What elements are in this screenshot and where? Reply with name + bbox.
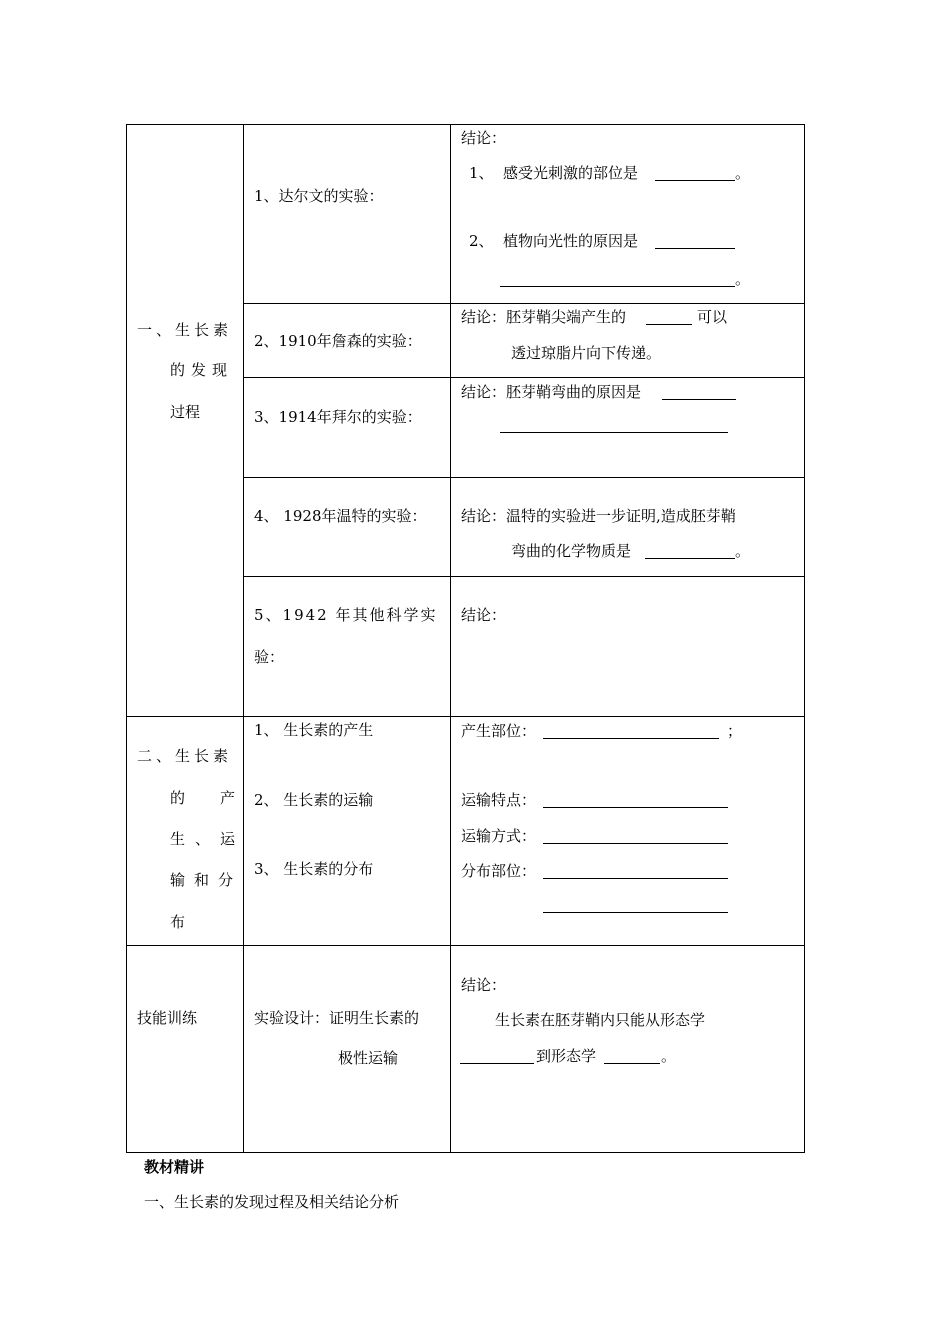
conclusion-item-end: 。 <box>735 270 751 288</box>
section-divider <box>126 945 805 946</box>
section2-title-char: 生 <box>170 830 186 848</box>
list-item: 2、 生长素的运输 <box>254 791 374 809</box>
experiment-other-cont: 验： <box>254 648 285 666</box>
section-heading: 教材精讲 <box>144 1158 205 1176</box>
fill-in-blank[interactable] <box>460 1063 534 1064</box>
conclusion-item-number: 1、 <box>469 164 494 182</box>
fill-in-blank[interactable] <box>645 558 735 559</box>
conclusion-item-text: 感受光刺激的部位是 <box>503 164 639 182</box>
conclusion-line: 透过琼脂片向下传递。 <box>511 344 662 362</box>
section1-title-line1: 一、生长素 <box>137 321 233 339</box>
conclusion-line-end: 可以 <box>697 308 728 326</box>
field-label-distribution: 分布部位： <box>461 862 537 880</box>
row-divider <box>243 477 805 478</box>
fill-in-blank[interactable] <box>662 399 736 400</box>
conclusion-line-end: 。 <box>661 1047 677 1065</box>
field-label-transport-feature: 运输特点： <box>461 791 537 809</box>
design-text-cont: 极性运输 <box>338 1049 399 1067</box>
conclusion-item-end: 。 <box>735 164 751 182</box>
table-border-right <box>804 124 805 1153</box>
conclusion-line: 结论：胚芽鞘弯曲的原因是 <box>461 383 642 401</box>
distribution-input-2[interactable] <box>543 912 728 913</box>
field-label-transport-mode: 运输方式： <box>461 827 537 845</box>
experiment-paal: 3、1914年拜尔的实验： <box>254 408 422 426</box>
section2-title-line4: 输和分 <box>170 871 243 889</box>
conclusion-line-mid: 到形态学 <box>536 1047 597 1065</box>
conclusion-label: 结论： <box>461 129 507 147</box>
table-border-left <box>126 124 127 1153</box>
field-label-site: 产生部位： <box>461 722 537 740</box>
row-divider <box>243 303 805 304</box>
fill-in-blank[interactable] <box>500 432 728 433</box>
list-item: 3、 生长素的分布 <box>254 860 374 878</box>
conclusion-line: 生长素在胚芽鞘内只能从形态学 <box>495 1011 706 1029</box>
conclusion-line: 结论：胚芽鞘尖端产生的 <box>461 308 627 326</box>
section2-title-char: 运 <box>220 830 236 848</box>
experiment-jensen: 2、1910年詹森的实验： <box>254 332 422 350</box>
table-col-divider-1 <box>243 124 244 1153</box>
fill-in-blank[interactable] <box>655 180 735 181</box>
section1-title-line2: 的发现 <box>170 361 234 379</box>
table-col-divider-2 <box>450 124 451 1153</box>
section2-title-char: 产 <box>220 789 236 807</box>
fill-in-blank[interactable] <box>500 286 735 287</box>
section2-title-line5: 布 <box>170 913 186 931</box>
section3-title: 技能训练 <box>137 1009 198 1027</box>
list-item: 1、 生长素的产生 <box>254 721 374 739</box>
design-text: 实验设计：证明生长素的 <box>254 1009 420 1027</box>
transport-mode-input[interactable] <box>543 843 728 844</box>
section-divider <box>126 716 805 717</box>
fill-in-blank[interactable] <box>655 248 735 249</box>
row-divider <box>243 377 805 378</box>
transport-feature-input[interactable] <box>543 807 728 808</box>
site-input[interactable] <box>543 738 719 739</box>
conclusion-label: 结论： <box>461 606 507 624</box>
table-border-top <box>126 124 805 125</box>
distribution-input[interactable] <box>543 878 728 879</box>
experiment-other: 5、1942 年其他科学实 <box>254 606 438 624</box>
conclusion-label: 结论： <box>461 976 507 994</box>
conclusion-line-end: 。 <box>735 542 751 560</box>
section2-title-char: 的 <box>170 789 186 807</box>
section-subheading: 一、生长素的发现过程及相关结论分析 <box>144 1193 400 1211</box>
fill-in-blank[interactable] <box>646 324 692 325</box>
field-end: ； <box>727 722 743 740</box>
section2-title-char: 、 <box>195 830 211 848</box>
experiment-went: 4、 1928年温特的实验： <box>254 507 427 525</box>
conclusion-item-text: 植物向光性的原因是 <box>503 232 639 250</box>
table-border-bottom <box>126 1152 805 1153</box>
conclusion-line: 弯曲的化学物质是 <box>511 542 632 560</box>
conclusion-line: 结论：温特的实验进一步证明,造成胚芽鞘 <box>461 507 736 525</box>
fill-in-blank[interactable] <box>604 1063 660 1064</box>
section1-title-line3: 过程 <box>170 403 201 421</box>
section2-title-line1: 二、生长素 <box>137 747 233 765</box>
row-divider <box>243 576 805 577</box>
experiment-darwin: 1、达尔文的实验： <box>254 187 384 205</box>
conclusion-item-number: 2、 <box>469 232 494 250</box>
